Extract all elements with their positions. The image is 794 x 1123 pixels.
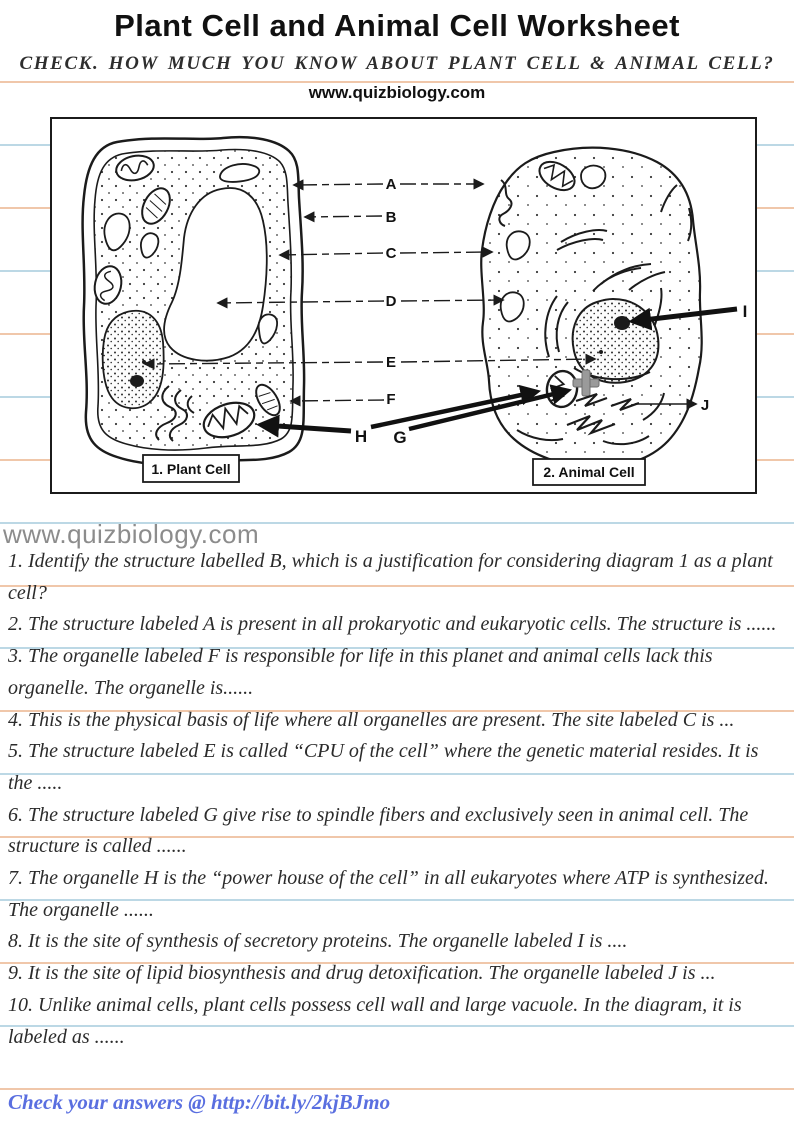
question-5: 5. The structure labeled E is called “CPU of the cell” where the genetic material resides. It is the .....: [8, 740, 759, 794]
plant-nucleolus: [130, 375, 144, 387]
callout-letter-i: I: [742, 302, 748, 321]
plant-nucleus: [103, 311, 164, 408]
animal-nucleolus: [614, 316, 630, 330]
cell-diagram-figure: [50, 117, 757, 494]
question-2: 2. The structure labeled A is present in all prokaryotic and eukaryotic cells. The structure is ......: [8, 613, 777, 636]
callout-letter-e: E: [385, 354, 397, 371]
plant-caption: 1. Plant Cell: [151, 461, 231, 477]
question-9: 9. It is the site of lipid biosynthesis and drug detoxification. The organelle labeled J is ...: [8, 962, 716, 985]
question-6: 6. The structure labeled G give rise to spindle fibers and exclusively seen in animal cell. The structure is called ......: [8, 803, 749, 858]
callout-letter-j: J: [700, 397, 710, 414]
callout-letter-g: G: [393, 428, 407, 447]
question-list: [8, 546, 787, 1053]
site-url: www.quizbiology.com: [308, 83, 486, 102]
watermark-url: www.quizbiology.com: [3, 519, 260, 549]
callout-letter-f: F: [386, 391, 396, 408]
callout-letter-c: C: [385, 245, 397, 262]
question-7: 7. The organelle H is the “power house of the cell” in all eukaryotes where ATP is synthesized. The organelle ......: [8, 867, 769, 921]
plant-cell-drawing: [83, 137, 305, 465]
question-4: 4. This is the physical basis of life where all organelles are present. The site labeled C is ...: [8, 708, 735, 731]
question-3: 3. The organelle labeled F is responsible for life in this planet and animal cells lack this organelle. The organelle is......: [8, 645, 713, 699]
question-8: 8. It is the site of synthesis of secretory proteins. The organelle labeled I is ....: [8, 930, 628, 953]
animal-cell-drawing: [481, 148, 701, 468]
callout-letter-d: D: [385, 293, 397, 310]
question-10: 10. Unlike animal cells, plant cells possess cell wall and large vacuole. In the diagram, it is labeled as ......: [8, 993, 742, 1048]
page-subtitle: CHECK. HOW MUCH YOU KNOW ABOUT PLANT CELL & ANIMAL CELL?: [19, 53, 775, 74]
callout-letter-h: H: [354, 427, 368, 446]
callout-letter-b: B: [385, 209, 397, 226]
callout-letter-a: A: [385, 176, 397, 193]
question-1: 1. Identify the structure labelled B, which is a justification for considering diagram 1 as a plant cell?: [8, 550, 773, 604]
page-title: Plant Cell and Animal Cell Worksheet: [114, 8, 680, 43]
animal-caption: 2. Animal Cell: [543, 464, 635, 480]
answers-link[interactable]: Check your answers @ http://bit.ly/2kjBJmo: [8, 1090, 391, 1114]
